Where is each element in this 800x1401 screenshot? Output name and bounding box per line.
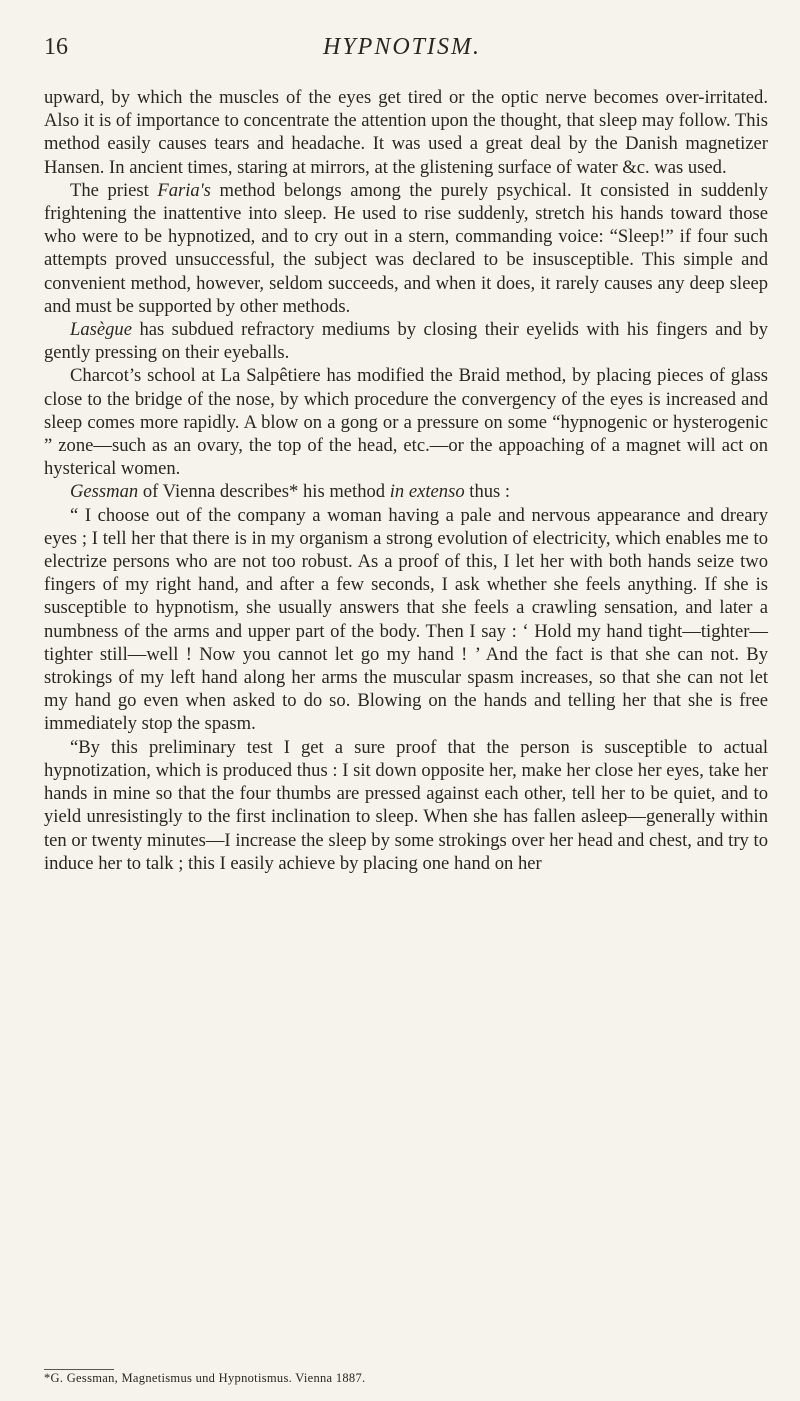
body-text — [44, 86, 768, 875]
running-title: HYPNOTISM. — [322, 34, 481, 60]
page-header — [44, 34, 760, 74]
footnote-rule — [44, 1369, 114, 1370]
page-number: 16 — [44, 34, 68, 60]
paragraph-6: “ I choose out of the company a woman having a pale and nervous appearance and dreary eyes ; I tell her that there is in my organism a strong evolution of electricity, which enables me to electrize persons who are not too robust. As a proof of this, I let her with both hands seize two fingers of my right hand, and after a few seconds, I ask whether she feels anything. If she is susceptible to hypnotism, she usually answers that she feels a crawling sensation, and later a numbness of the arms and upper part of the body. Then I say : ‘ Hold my hand tight—tighter—tighter still—well ! Now you cannot let go my hand ! ’ And the fact is that she can not. By strokings of my left hand along her arms the muscular spasm increases, so that she can not let my hand go even when asked to do so. Blowing on the hands and telling her that she is free immediately stop the spasm. — [44, 504, 768, 735]
paragraph-1: upward, by which the muscles of the eyes get tired or the optic nerve becomes over-irritated. Also it is of importance to concentrate the attention upon the thought, that sleep may follow. This method easily causes tears and headache. It was used a great deal by the Danish magnetizer Hansen. In ancient times, staring at mirrors, at the glistening surface of water &c. was used. — [44, 87, 768, 178]
paragraph-3: Lasègue has subdued refractory mediums by closing their eyelids with his fingers and by gently pressing on their eyeballs. — [44, 319, 768, 364]
paragraph-4: Charcot’s school at La Salpêtiere has modified the Braid method, by placing pieces of glass close to the bridge of the nose, by which procedure the convergency of the eyes is increased and sleep comes more rapidly. A blow on a gong or a pressure on some “hypnogenic or hysterogenic ” zone—such as an ovary, the top of the head, etc.—or the appoaching of a magnet will act on hysterical women. — [44, 365, 768, 480]
paragraph-7: “By this preliminary test I get a sure proof that the person is susceptible to actual hypnotization, which is produced thus : I sit down opposite her, make her close her eyes, take her hands in mine so that the four thumbs are pressed against each other, tell her to be quiet, and to yield unresistingly to the first inclination to sleep. When she has fallen asleep—generally within ten or twenty minutes—I increase the sleep by some strokings over her head and chest, and try to induce her to talk ; this I easily achieve by placing one hand on her — [44, 736, 768, 874]
paragraph-2: The priest Faria's method belongs among the purely psychical. It consisted in suddenly frightening the inattentive into sleep. He used to rise suddenly, stretch his hands toward those who were to be hypnotized, and to cry out in a stern, commanding voice: “Sleep!” if four such attempts proved unsuccessful, the subject was declared to be insusceptible. This simple and convenient method, however, seldom succeeds, and when it does, it rarely causes any deep sleep and must be supported by other methods. — [44, 179, 768, 317]
footnote: *G. Gessman, Magnetismus und Hypnotismus. Vienna 1887. — [44, 1371, 366, 1385]
paragraph-5: Gessman of Vienna describes* his method in extenso thus : — [70, 481, 511, 503]
